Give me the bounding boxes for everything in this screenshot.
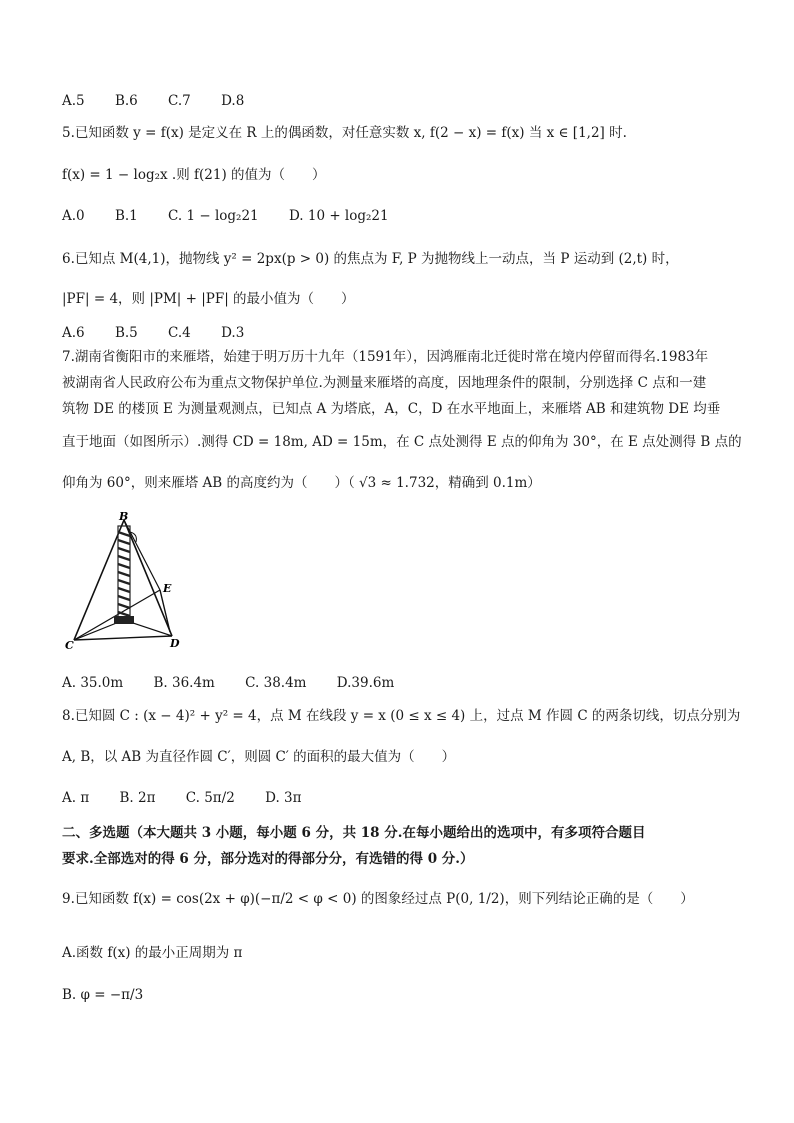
tower-figure bbox=[62, 512, 192, 652]
q7-stem-line1: 7.湖南省衡阳市的来雁塔，始建于明万历十九年（1591年），因鸿雁南北迁徙时常在境内停留而得名.1983年 bbox=[62, 349, 709, 365]
q6-option-a: A.6 bbox=[62, 325, 85, 341]
q9-stem: 9.已知函数 f(x) = cos(2x + φ)(−π/2 < φ < 0) 的图象经过点 P(0, 1/2)，则下列结论正确的是（ ） bbox=[62, 891, 694, 907]
q6-option-d: D.3 bbox=[221, 325, 245, 341]
q7-option-a: A. 35.0m bbox=[62, 675, 124, 691]
q7-stem-line2: 被湖南省人民政府公布为重点文物保护单位.为测量来雁塔的高度，因地理条件的限制，分别选择 C 点和一建 bbox=[62, 375, 707, 391]
q7-stem-line3: 筑物 DE 的楼顶 E 为测量观测点，已知点 A 为塔底，A，C，D 在水平地面上，来雁塔 AB 和建筑物 DE 均垂 bbox=[62, 401, 721, 417]
q5-stem-line1: 5.已知函数 y = f(x) 是定义在 R 上的偶函数，对任意实数 x, f(2 − x) = f(x) 当 x ∈ [1,2] 时. bbox=[62, 125, 627, 141]
q4-options bbox=[62, 92, 270, 110]
label-d: D bbox=[170, 637, 180, 650]
q7-stem-line4: 直于地面（如图所示）.测得 CD = 18m, AD = 15m，在 C 点处测得 E 点的仰角为 30°，在 E 点处测得 B 点的 bbox=[62, 434, 742, 450]
label-c: C bbox=[65, 639, 74, 652]
q7-options bbox=[62, 674, 420, 692]
q8-option-b: B. 2π bbox=[119, 790, 156, 806]
q7-stem-line5: 仰角为 60°，则来雁塔 AB 的高度约为（ ）（ √3 ≈ 1.732，精确到 0.1m） bbox=[62, 475, 541, 491]
q5-option-a: A.0 bbox=[62, 208, 85, 224]
q4-option-c: C.7 bbox=[168, 93, 191, 109]
q6-option-c: C.4 bbox=[168, 325, 191, 341]
line-be bbox=[124, 520, 160, 590]
q8-stem-line2: A, B，以 AB 为直径作圆 C′，则圆 C′ 的面积的最大值为（ ） bbox=[62, 749, 456, 765]
q9-option-a: A.函数 f(x) 的最小正周期为 π bbox=[62, 945, 243, 961]
q9-option-b: B. φ = −π/3 bbox=[62, 987, 144, 1003]
q8-options bbox=[62, 789, 328, 807]
q8-stem-line1: 8.已知圆 C : (x − 4)² + y² = 4，点 M 在线段 y = x (0 ≤ x ≤ 4) 上，过点 M 作圆 C 的两条切线，切点分别为 bbox=[62, 708, 741, 724]
q6-options bbox=[62, 324, 270, 342]
label-b: B bbox=[119, 512, 129, 523]
q4-option-b: B.6 bbox=[114, 93, 138, 109]
q4-option-a: A.5 bbox=[62, 93, 85, 109]
q4-option-d: D.8 bbox=[221, 93, 245, 109]
line-ce bbox=[74, 590, 160, 640]
q5-option-d: D. 10 + log₂21 bbox=[288, 208, 389, 224]
q5-option-b: B.1 bbox=[114, 208, 138, 224]
tower-drawing bbox=[114, 526, 134, 624]
q6-stem-line1: 6.已知点 M(4,1)，抛物线 y² = 2px(p > 0) 的焦点为 F, P 为抛物线上一动点，当 P 运动到 (2,t) 时， bbox=[62, 251, 679, 267]
label-e: E bbox=[163, 582, 172, 595]
section-heading-line1: 二、多选题（本大题共 3 小题，每小题 6 分，共 18 分.在每小题给出的选项中，有多项符合题目 bbox=[62, 825, 646, 841]
q6-stem-line2: |PF| = 4，则 |PM| + |PF| 的最小值为（ ） bbox=[62, 291, 355, 307]
q5-option-c: C. 1 − log₂21 bbox=[168, 208, 259, 224]
section-heading-line2: 要求.全部选对的得 6 分，部分选对的得部分分，有选错的得 0 分.） bbox=[62, 851, 474, 867]
q7-option-c: C. 38.4m bbox=[245, 675, 307, 691]
q8-option-a: A. π bbox=[62, 790, 90, 806]
q5-stem-line2: f(x) = 1 − log₂x .则 f(21) 的值为（ ） bbox=[62, 167, 326, 183]
line-cd bbox=[74, 636, 172, 640]
q8-option-c: C. 5π/2 bbox=[185, 790, 235, 806]
q7-option-d: D.39.6m bbox=[336, 675, 395, 691]
q6-option-b: B.5 bbox=[114, 325, 138, 341]
q7-option-b: B. 36.4m bbox=[153, 675, 215, 691]
q5-options bbox=[62, 207, 415, 225]
q8-option-d: D. 3π bbox=[265, 790, 302, 806]
